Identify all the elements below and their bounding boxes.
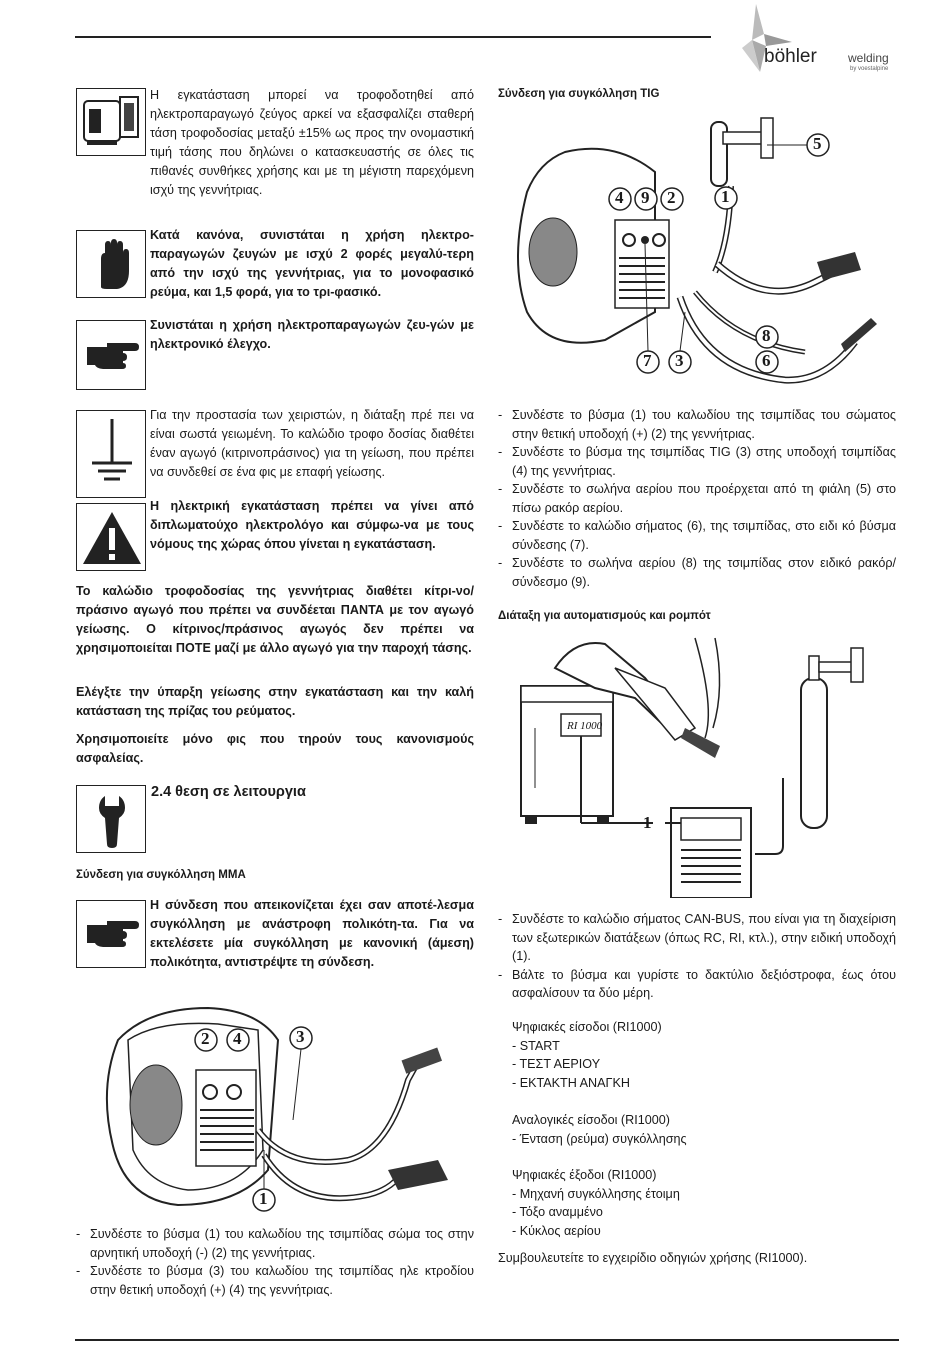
list-item: - Συνδέστε το σωλήνα αερίου (8) της τσιμπίδας στον ειδικό ρακόρ/σύνδεσμο (9). — [498, 554, 896, 591]
tig-callout-9: 9 — [641, 188, 650, 207]
header-rule — [75, 36, 711, 38]
robot-bullet-list — [498, 910, 896, 1003]
list-item: - Συνδέστε το βύσμα (1) του καλωδίου της τσιμπίδας σώμα τος στην αρνητική υποδοχή (-) (2) της γεννήτριας. — [76, 1225, 474, 1262]
warning-icon — [76, 503, 146, 571]
tig-callout-4: 4 — [615, 188, 624, 207]
list-item: - START — [512, 1038, 560, 1053]
digital-inputs-list — [512, 1018, 662, 1092]
list-item: - Συνδέστε το βύσμα (1) του καλωδίου της τσιμπίδας του σώματος στην θετική υποδοχή (+) (2) της γεννήτριας. — [498, 406, 896, 443]
list-item: - Ένταση (ρεύμα) συγκόλλησης — [512, 1131, 687, 1146]
tig-connection-figure — [505, 112, 885, 404]
pointing-hand-icon — [76, 320, 146, 390]
pointing-hand-icon — [76, 900, 146, 968]
robot-callout-1: 1 — [643, 813, 652, 832]
list-title: Αναλογικές είσοδοι (RI1000) — [512, 1113, 670, 1127]
para-power: Κατά κανόνα, συνιστάται η χρήση ηλεκτρο-παραγωγών ζευγών με ισχύ 2 φορές μεγαλύ-τερη από την ισχύ της γεννήτριας, για το μονοφασικό ρεύμα, και 1,5 φορά, για το τρι-φασικό. — [150, 228, 474, 299]
tig-callout-5: 5 — [813, 134, 822, 153]
para-plugs: Χρησιμοποιείτε μόνο φις που τηρούν τους κανονισμούς ασφαλείας. — [76, 732, 474, 765]
hand-stop-icon — [76, 230, 146, 298]
list-item: - Συνδέστε το βύσμα (3) του καλωδίου της τσιμπίδας ηλε κτροδίου στην θετική υποδοχή (+) (4) της γεννήτριας. — [76, 1262, 474, 1299]
list-item: - ΤΕΣΤ ΑΕΡΙΟΥ — [512, 1057, 601, 1071]
para-electrician: Η ηλεκτρική εγκατάσταση πρέπει να γίνει από διπλωματούχο ηλεκτρολόγο και σύμφω-να με τους νόμους της χώρας όπου γίνεται η εγκατάσταση. — [150, 499, 474, 551]
wrench-icon — [76, 785, 146, 853]
para-electronic: Συνιστάται η χρήση ηλεκτροπαραγωγών ζευ-γών με ηλεκτρονικό έλεγχο. — [150, 318, 474, 351]
brand-name: böhler — [764, 46, 817, 67]
tig-callout-8: 8 — [762, 326, 771, 345]
list-title: Ψηφιακές είσοδοι (RI1000) — [512, 1020, 662, 1034]
mma-callout-4: 4 — [233, 1029, 242, 1048]
brand-sub: by voestalpine — [850, 66, 889, 72]
section-title: 2.4 θεση σε λειτουργια — [151, 784, 306, 800]
mma-callout-3: 3 — [296, 1027, 305, 1046]
tig-callout-2: 2 — [667, 188, 676, 207]
list-item: - Μηχανή συγκόλλησης έτοιμη — [512, 1186, 680, 1201]
list-title: Ψηφιακές έξοδοι (RI1000) — [512, 1168, 657, 1182]
brand-logo — [722, 4, 912, 74]
list-item: - Κύκλος αερίου — [512, 1223, 601, 1238]
mma-heading: Σύνδεση για συγκόλληση MMA — [76, 869, 246, 881]
ri1000-panel-label: RI 1000 — [567, 720, 603, 732]
list-item: - Συνδέστε το σωλήνα αερίου που προέρχεται από τη φιάλη (5) στο πίσω ρακόρ αερίου. — [498, 480, 896, 517]
analog-inputs-list — [512, 1111, 687, 1148]
mma-callout-2: 2 — [201, 1029, 210, 1048]
digital-outputs-list — [512, 1166, 680, 1240]
list-item: - Συνδέστε το καλώδιο σήματος (6), της τσιμπίδας, στο ειδι κό βύσμα σύνδεσης (7). — [498, 517, 896, 554]
tig-callout-7: 7 — [643, 351, 652, 370]
footer-rule — [75, 1339, 899, 1341]
robot-heading: Διάταξη για αυτοματισμούς και ρομπότ — [498, 610, 711, 622]
para-generator: Η εγκατάσταση μπορεί να τροφοδοτηθεί από ηλεκτροπαραγωγό ζεύγος αρκεί να εξασφαλίζει σταθερή τάση τροφοδοσίας μεταξύ ±15% ως προς την ονομαστική τιμή τάσης που δηλώνει ο κατασκευαστής σε όλες τις πιθανές συνθήκες χρήσης και με τη μέγιστη παρεχόμενη ισχύ της γεννήτριας. — [150, 88, 474, 197]
generator-icon — [76, 88, 146, 156]
para-mma-note: Η σύνδεση που απεικονίζεται έχει σαν αποτέ-λεσμα συγκόλληση με ανάστροφη πολικότη-τα. Για να εκτελέσετε μία συγκόλληση με κανονική (άμεση) πολικότητα, αντιστρέψτε τη σύνδεση. — [150, 898, 474, 969]
tig-callout-1: 1 — [721, 187, 730, 206]
ground-icon — [76, 410, 146, 498]
mma-connection-figure — [88, 1000, 468, 1215]
manual-note: Συμβουλευτείτε το εγχειρίδιο οδηγιών χρήσης (RI1000). — [498, 1251, 808, 1265]
mma-callout-1: 1 — [259, 1189, 268, 1208]
tig-callout-3: 3 — [675, 351, 684, 370]
para-cable: Το καλώδιο τροφοδοσίας της γεννήτριας διαθέτει κίτρι-νο/πράσινο αγωγό που πρέπει να συνδέεται ΠΑΝΤΑ με τον αγωγό γείωσης. Ο κίτρινος/πράσινος αγωγός δεν πρέπει να χρησιμοποιείται ΠΟΤΕ μαζί με άλλο αγωγό για την παροχή τάσης. — [76, 584, 474, 655]
list-item: - Τόξο αναμμένο — [512, 1205, 603, 1219]
list-item: - ΕΚΤΑΚΤΗ ΑΝΑΓΚΗ — [512, 1075, 630, 1090]
para-ground: Για την προστασία των χειριστών, η διάταξη πρέ πει να είναι σωστά γειωμένη. Το καλώδιο τροφο δοσίας διαθέτει έναν αγωγό (κιτρινοπράσινος) για τη γείωση, που πρέπει να συνδεθεί σε ένα φις με επαφή γείωσης. — [150, 408, 474, 479]
robot-setup-figure — [515, 628, 885, 898]
list-item: - Βάλτε το βύσμα και γυρίστε το δακτύλιο δεξιόστροφα, έως ότου ασφαλίσουν τα δύο μέρη. — [498, 966, 896, 1003]
brand-suffix: welding — [848, 51, 889, 65]
tig-heading: Σύνδεση για συγκόλληση TIG — [498, 88, 660, 100]
tig-bullet-list — [498, 406, 896, 591]
tig-callout-6: 6 — [762, 351, 771, 370]
list-item: - Συνδέστε το καλώδιο σήματος CAN-BUS, που είναι για τη διαχείριση των εξωτερικών διατάξεων (όπως RC, RI, κτλ.), στην ειδική υποδοχή (1). — [498, 910, 896, 966]
para-check: Ελέγξτε την ύπαρξη γείωσης στην εγκατάσταση και την καλή κατάσταση της πρίζας του ρεύματος. — [76, 685, 474, 718]
list-item: - Συνδέστε το βύσμα της τσιμπίδας TIG (3) στης υποδοχή τσιμπίδας (4) της γεννήτριας. — [498, 443, 896, 480]
mma-bullet-list — [76, 1225, 474, 1299]
